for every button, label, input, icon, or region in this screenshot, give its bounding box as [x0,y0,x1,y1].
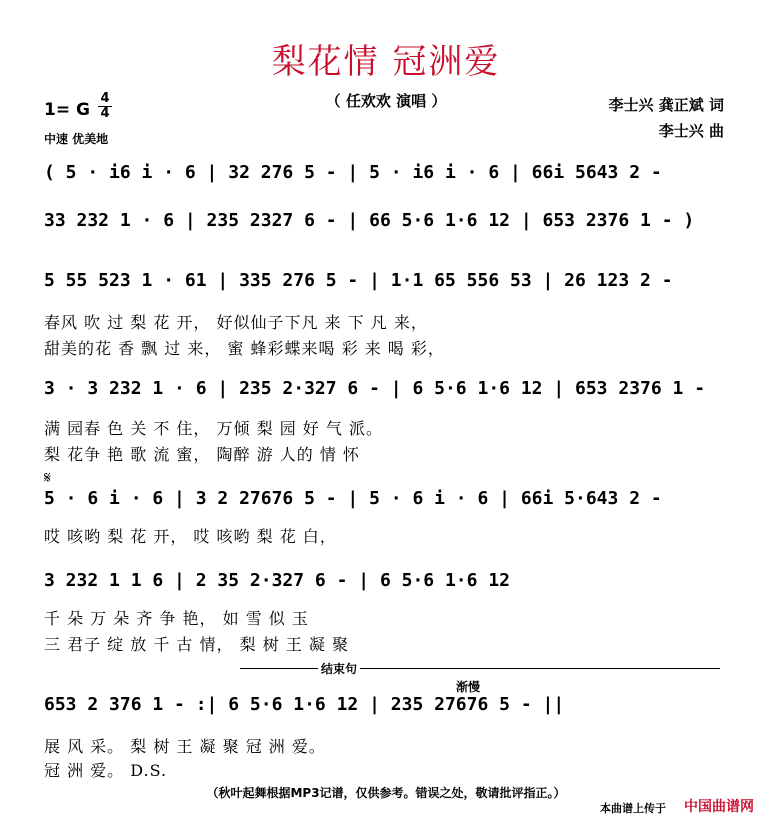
site-logo: 中国曲谱网 [684,799,754,815]
uploader-text: 本曲谱上传于 [600,802,666,815]
music-row-4: 3 · 3 232 1 · 6 | 235 2·327 6 - | 6 5·6 1·6 12 | 653 2376 1 - [44,378,706,399]
lyrics-row-3: 满 园春 色 关 不 住， 万倾 梨 园 好 气 派。 [44,419,383,438]
segno-mark: 𝄋 [44,468,51,487]
transcription-note: （秋叶起舞根据MP3记谱，仅供参考。错误之处，敬请批评指正。） [206,786,566,800]
lyrics-row-6: 千 朵 万 朵 齐 争 艳， 如 雪 似 玉 [44,609,309,628]
lyrics-row-4: 梨 花争 艳 歌 流 蜜， 陶醉 游 人的 情 怀 [44,445,360,464]
lyrics-row-8: 展 风 采。 梨 树 王 凝 聚 冠 洲 爱。 [44,737,326,756]
key-signature: 1= G [44,100,90,120]
slowing-label: 渐慢 [456,680,481,694]
time-top: 4 [98,92,112,107]
lyrics-row-1: 春风 吹 过 梨 花 开， 好似仙子下凡 来 下 凡 来， [44,313,428,332]
lyrics-row-9: 冠 洲 爱。 D.S. [44,761,168,780]
time-bottom: 4 [100,106,110,121]
composer-credit: 李士兴 曲 [658,122,724,140]
music-row-3: 5 55 523 1 · 61 | 335 276 5 - | 1·1 65 556 53 | 26 123 2 - [44,270,673,291]
music-row-6: 3 232 1 1 6 | 2 35 2·327 6 - | 6 5·6 1·6 12 [44,570,510,591]
time-signature [98,92,112,121]
lyrics-row-2: 甜美的花 香 飘 过 来， 蜜 蜂彩蝶来喝 彩 来 喝 彩， [44,339,445,358]
ending-label: 结束句 [318,660,360,677]
page-title: 梨花情 冠洲爱 [271,42,501,82]
ending-bracket-line [240,668,720,669]
lyrics-row-7: 三 君子 绽 放 千 古 情， 梨 树 王 凝 聚 [44,635,349,654]
music-row-2: 33 232 1 · 6 | 235 2327 6 - | 66 5·6 1·6 12 | 653 2376 1 - ) [44,210,695,231]
lyricist-credit: 李士兴 龚正斌 词 [608,96,724,114]
lyrics-row-5: 哎 咳哟 梨 花 开， 哎 咳哟 梨 花 白， [44,527,337,546]
tempo-marking: 中速 优美地 [44,132,109,146]
singer-line: （ 任欢欢 演唱 ） [325,92,447,110]
music-row-7: 653 2 376 1 - :| 6 5·6 1·6 12 | 235 27676 5 - || [44,694,565,715]
music-row-5: 5 · 6 i · 6 | 3 2 27676 5 - | 5 · 6 i · 6 | 66i 5·643 2 - [44,488,662,509]
music-row-1: ( 5 · i6 i · 6 | 32 276 5 - | 5 · i6 i · 6 | 66i 5643 2 - [44,162,662,183]
